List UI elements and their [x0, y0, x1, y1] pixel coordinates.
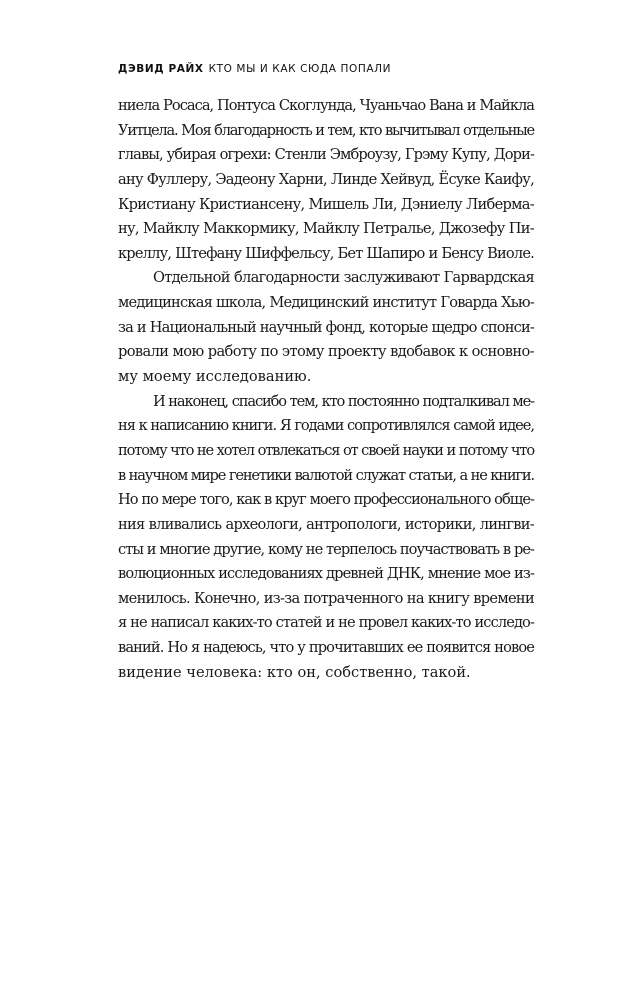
paragraph-acknowledgments-funding [118, 266, 534, 389]
text-line: медицинская школа, Медицинский институт Говарда Хью- [118, 294, 534, 312]
text-line: видение человека: кто он, собственно, такой. [118, 663, 471, 681]
text-line: менилось. Конечно, из-за потраченного на книгу времени [118, 589, 534, 607]
running-header [118, 63, 391, 75]
text-line: креллу, Штефану Шиффельсу, Бет Шапиро и Бенсу Виоле. [118, 244, 534, 262]
text-line: главы, убирая огрехи: Стенли Эмброузу, Грэму Купу, Дори- [118, 146, 534, 164]
text-line: ня к написанию книги. Я годами сопротивлялся самой идее, [118, 417, 534, 435]
body-text [118, 94, 534, 685]
text-line: ну, Майклу Маккормику, Майклу Петралье, Джозефу Пи- [118, 220, 534, 238]
text-line: потому что не хотел отвлекаться от своей науки и потому что [118, 441, 534, 459]
text-line: ниела Росаса, Понтуса Скоглунда, Чуаньчао Вана и Майкла [118, 97, 534, 114]
text-line: И наконец, спасибо тем, кто постоянно подталкивал ме- [153, 392, 534, 410]
text-line: ровали мою работу по этому проекту вдобавок к основно- [118, 343, 534, 361]
text-line: сты и многие другие, кому не терпелось поучаствовать в ре- [118, 540, 534, 558]
text-line: Уитцела. Моя благодарность и тем, кто вычитывал отдельные [118, 121, 534, 139]
header-title: КТО МЫ И КАК СЮДА ПОПАЛИ [208, 63, 392, 75]
paragraph-acknowledgments-reviewers [118, 94, 534, 266]
text-line: Отдельной благодарности заслуживают Гарвардская [153, 269, 534, 287]
text-line: в научном мире генетики валютой служат статьи, а не книги. [118, 466, 534, 484]
text-line: волюционных исследованиях древней ДНК, мнение мое из- [118, 565, 534, 583]
text-line: ану Фуллеру, Эадеону Харни, Линде Хейвуд, Ёсуке Каифу, [118, 170, 534, 188]
text-line: му моему исследованию. [118, 368, 312, 386]
paragraph-acknowledgments-encouragement [118, 390, 534, 686]
text-line: ваний. Но я надеюсь, что у прочитавших ее появится новое [118, 639, 534, 657]
text-line: я не написал каких-то статей и не провел каких-то исследо- [118, 614, 534, 632]
text-line: ния вливались археологи, антропологи, историки, лингви- [118, 515, 534, 533]
text-line: Кристиану Кристиансену, Мишель Ли, Дэниелу Либерма- [118, 195, 534, 213]
text-line: Но по мере того, как в круг моего профессионального обще- [118, 491, 534, 509]
text-line: за и Национальный научный фонд, которые щедро спонси- [118, 318, 534, 336]
header-author: ДЭВИД РАЙХ [118, 63, 204, 75]
